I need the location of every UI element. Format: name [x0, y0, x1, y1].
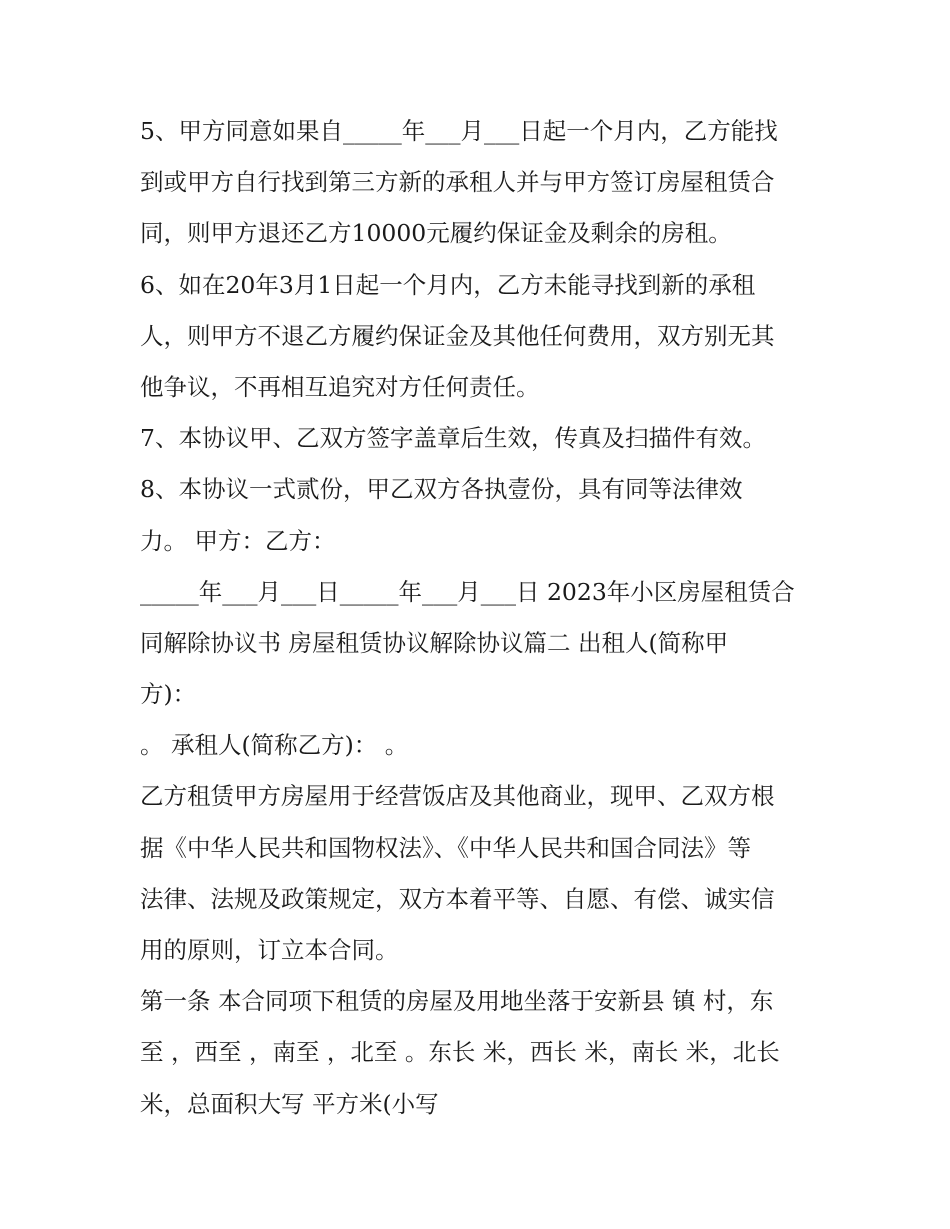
text-line: 同解除协议书 房屋租赁协议解除协议篇二 出租人(简称甲 — [140, 628, 729, 657]
text-line: 方)： — [140, 680, 197, 709]
text-line: 。 承租人(简称乙方)： 。 — [140, 731, 409, 760]
text-line: 7、本协议甲、乙双方签字盖章后生效，传真及扫描件有效。 — [140, 424, 766, 453]
text-line: 到或甲方自行找到第三方新的承租人并与甲方签订房屋租赁合 — [140, 168, 775, 197]
text-line: 人，则甲方不退乙方履约保证金及其他任何费用，双方别无其 — [140, 321, 775, 350]
text-line: 5、甲方同意如果自_____年___月___日起一个月内，乙方能找 — [140, 117, 778, 145]
text-line: 法律、法规及政策规定，双方本着平等、自愿、有偿、诚实信 — [140, 884, 775, 913]
text-line: 8、本协议一式贰份，甲乙双方各执壹份，具有同等法律效 — [140, 475, 743, 504]
text-line: _____年___月___日_____年___月___日 2023年小区房屋租赁合 — [140, 577, 795, 606]
text-line: 他争议，不再相互追究对方任何责任。 — [140, 372, 540, 401]
text-line: 同，则甲方退还乙方10000元履约保证金及剩余的房租。 — [140, 219, 732, 248]
document-body — [140, 106, 820, 1130]
text-line: 据《中华人民共和国物权法》、《中华人民共和国合同法》等 — [140, 833, 751, 862]
text-line: 6、如在20年3月1日起一个月内，乙方未能寻找到新的承租 — [140, 270, 756, 299]
text-line: 乙方租赁甲方房屋用于经营饭店及其他商业，现甲、乙双方根 — [140, 782, 775, 811]
text-line: 米，总面积大写 平方米(小写 — [140, 1089, 439, 1118]
text-line: 第一条 本合同项下租赁的房屋及用地坐落于安新县 镇 村，东 — [140, 987, 774, 1016]
text-line: 至 ，西至 ，南至 ，北至 。东长 米，西长 米，南长 米，北长 — [140, 1038, 780, 1067]
text-line: 力。 甲方：乙方： — [140, 526, 336, 555]
text-line: 用的原则，订立本合同。 — [140, 936, 399, 964]
